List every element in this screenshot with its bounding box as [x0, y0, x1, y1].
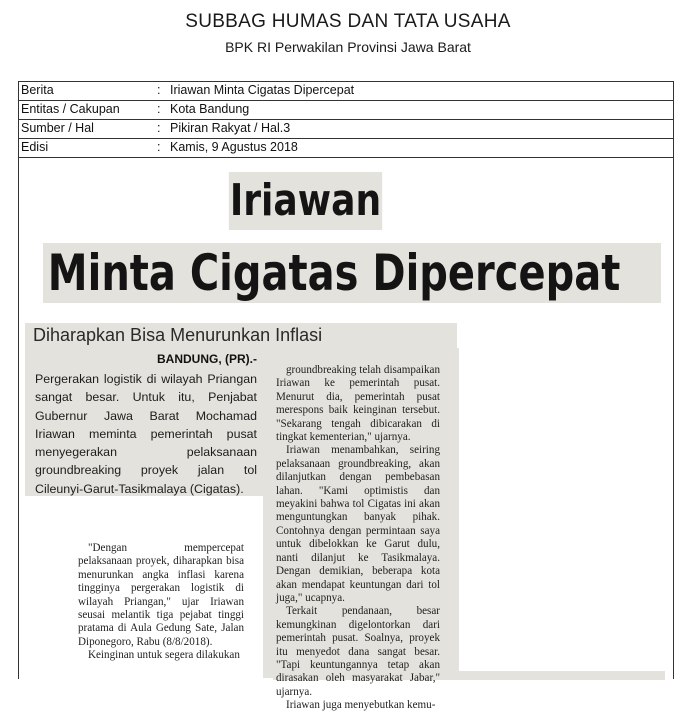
headline-line-2: Minta Cigatas Dipercepat — [47, 244, 621, 302]
meta-row-sumber — [19, 120, 673, 139]
meta-label: Edisi — [21, 140, 49, 154]
meta-colon: : — [157, 83, 161, 97]
headline-line-2-box — [43, 243, 661, 303]
lead-box — [25, 348, 263, 496]
meta-row-berita — [19, 82, 673, 101]
meta-value: Kamis, 9 Agustus 2018 — [170, 140, 298, 154]
lead-paragraph: Pergerakan logistik di wilayah Priangan sangat besar. Untuk itu, Penjabat Gubernur Jawa Barat Mochamad Iriawan meminta pemerintah pusat menyegerakan pelaksanaan groundbreaking proyek jalan tol Cileunyi-Garut-Tasikmalaya (Cigatas). — [35, 372, 257, 496]
paragraph: Terkait pendanaan, besar kemungkinan digelontorkan dari pemerintah pusat. Soalnya, proyek itu menyedot dana sangat besar. "Tapi keuntungannya tetap akan dirasakan oleh masyarakat Jabar," ujarnya. — [276, 605, 440, 698]
dateline: BANDUNG, (PR).- — [157, 352, 257, 366]
meta-row-entitas — [19, 101, 673, 120]
meta-colon: : — [157, 121, 161, 135]
office-subtitle: BPK RI Perwakilan Provinsi Jawa Barat — [225, 39, 471, 55]
meta-value: Iriawan Minta Cigatas Dipercepat — [170, 83, 355, 97]
paragraph: Iriawan juga menyebutkan kemu- — [286, 699, 436, 712]
right-column-text — [276, 364, 440, 713]
paragraph: groundbreaking telah disampaikan Iriawan ke pemerintah pusat. Menurut dia, pemerintah pusat merespons baik keinginan tersebut. "Sekarang tengah dibicarakan di tingkat kementerian," ujarnya. — [276, 364, 440, 444]
headline-line-1: Iriawan — [229, 172, 382, 230]
meta-label: Sumber / Hal — [21, 121, 94, 135]
meta-label: Berita — [21, 83, 54, 97]
left-column-text — [78, 542, 244, 663]
meta-row-edisi — [19, 139, 673, 158]
office-title: SUBBAG HUMAS DAN TATA USAHA — [185, 11, 511, 32]
meta-value: Pikiran Rakyat / Hal.3 — [170, 121, 291, 135]
meta-colon: : — [157, 140, 161, 154]
paragraph: Iriawan menambahkan, seiring pelaksanaan groundbreaking, akan dilanjutkan dengan pembebasan lahan. "Kami optimistis dan meyakini bahwa tol Cigatas ini akan menguntungkan banyak pihak. Contohnya dengan permintaan saya untuk dibelokkan ke Garut dulu, nanti dilanjut ke Tasikmalaya. Dengan demikian, beberapa kota akan mendapat keuntungan dari tol juga," ucapnya. — [276, 444, 440, 604]
paragraph: "Dengan mempercepat pelaksanaan proyek, diharapkan bisa menurunkan angka inflasi karena tingginya pergerakan logistik di wilayah Priangan," ujar Iriawan seusai melantik tiga pejabat tinggi pratama di Aula Gedung Sate, Jalan Diponegoro, Rabu (8/8/2018). — [78, 542, 244, 648]
meta-colon: : — [157, 102, 161, 116]
subheadline: Diharapkan Bisa Menurunkan Inflasi — [25, 323, 457, 348]
meta-value: Kota Bandung — [170, 102, 250, 116]
paragraph: Keinginan untuk segera dilakukan — [88, 649, 240, 662]
meta-label: Entitas / Cakupan — [21, 102, 120, 116]
